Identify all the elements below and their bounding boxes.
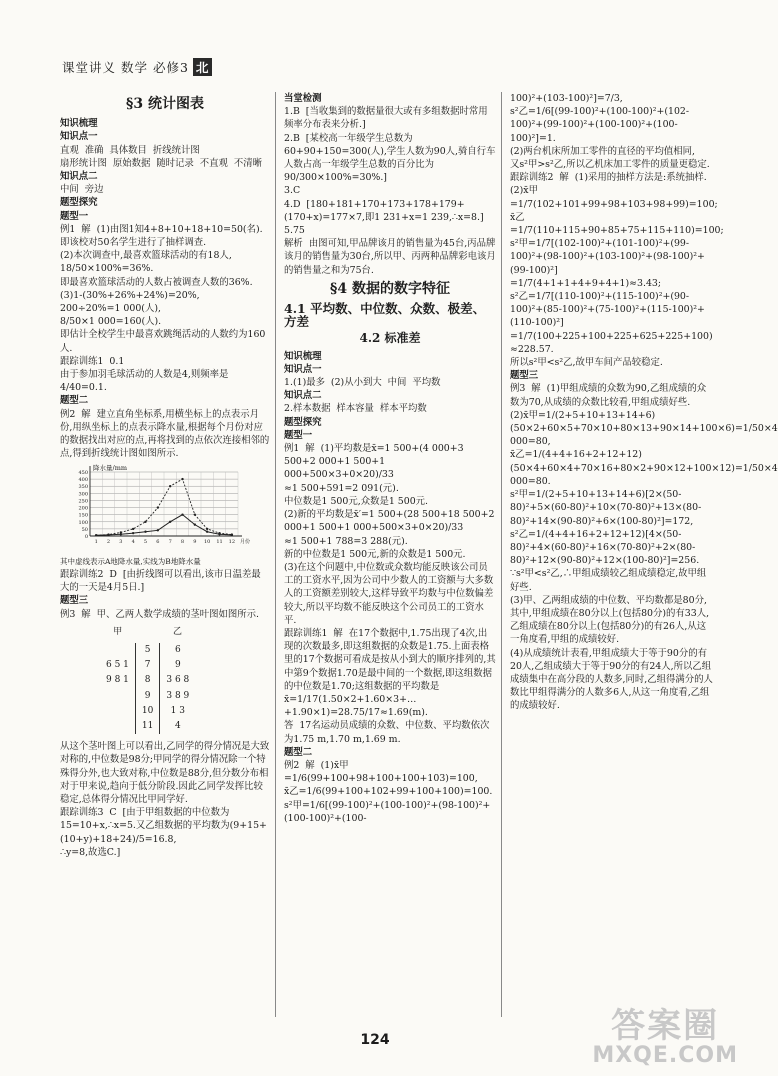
stem-cell: 5 bbox=[135, 643, 159, 658]
text-block: 当堂检测 bbox=[284, 93, 322, 104]
watermark-line2: MXQE.COM bbox=[592, 1043, 738, 1068]
x-tick-label: 10 bbox=[203, 539, 211, 546]
page-header bbox=[62, 58, 212, 76]
stem-cell: 7 bbox=[135, 658, 159, 673]
text-block: 跟踪训练1 解 在17个数据中,1.75出现了4次,出现的次数最多,即这组数据的众数是1.75.上面表格里的17个数据可看成是按从小到大的顺序排列的,其中第9个数据1.70是最中间的一个数据,即这组数据的中位数是1.70;这组数据的平均数是x̄=1/17(1.50×2+1.60×3+…+1.90×1)=28.75/17≈1.69(m). 答 17名运动员成绩的众数、中位数、平均数依次为1.75 m,1.70 m,1.69 m. bbox=[284, 627, 496, 745]
y-tick-label: 50 bbox=[81, 527, 88, 534]
section-title-4: §4 数据的数字特征 bbox=[330, 280, 450, 297]
y-tick-label: 150 bbox=[78, 513, 88, 520]
x-tick-label: 1 bbox=[94, 539, 98, 546]
y-tick-label: 250 bbox=[78, 498, 88, 505]
col1-top-blocks bbox=[60, 117, 270, 460]
text-block: 1.B [当收集到的数据量很大或有多组数据时常用频率分布表来分析.] bbox=[284, 106, 488, 131]
x-tick-label: 6 bbox=[156, 539, 160, 546]
text-block: 跟踪训练2 D [由折线图可以看出,该市日温差最大的一天是4月5日.] bbox=[60, 568, 261, 594]
x-tick-label: 12 bbox=[228, 539, 236, 546]
stem-leaf-table bbox=[100, 625, 195, 734]
page-number: 124 bbox=[360, 1032, 390, 1048]
text-block: 跟踪训练2 解 (1)采用的抽样方法是:系统抽样. (2)x̄甲=1/7(102+101+99+98+103+98+99)=100; x̄乙=1/7(110+115+90+85+75+115+110)=100; s²甲=1/7[(102-100)²+(101-100)²+(99-100)²+(98-100)²+(103-100)²+(98-100)²+(99-100)²] =1/7(4+1+1+4+9+4+1)≈3.43; s²乙=1/7[(110-100)²+(115-100)²+(90-100)²+(85-100)²+(75-100)²+(115-100)²+(110-100)²] =1/7(100+225+100+225+625+225+100) ≈228.57. 所以s²甲<s²乙,故甲车间产品较稳定. bbox=[510, 172, 724, 369]
column-divider-1 bbox=[275, 92, 276, 1017]
col2-top-blocks bbox=[284, 92, 496, 277]
col1-mid-blocks bbox=[60, 568, 270, 621]
subsection-title-2: 4.2 标准差 bbox=[359, 331, 421, 346]
x-tick-label: 7 bbox=[168, 539, 172, 546]
stem-row bbox=[100, 658, 195, 673]
stem-row bbox=[100, 673, 195, 688]
series-b-point bbox=[181, 514, 183, 516]
text-block: 知识点一 bbox=[284, 363, 322, 375]
text-block: 1.(1)最多 (2)从小到大 中间 平均数 bbox=[284, 377, 441, 389]
stem-cell: 10 bbox=[135, 704, 159, 719]
x-axis-suffix: 月份 bbox=[240, 539, 251, 546]
y-tick-label: 200 bbox=[78, 506, 88, 513]
y-tick-label: 100 bbox=[78, 520, 88, 527]
stem-head-cell bbox=[135, 625, 159, 643]
watermark-line1: 答案圈 bbox=[611, 1006, 720, 1046]
stem-row bbox=[100, 643, 195, 658]
text-block: 例1 解 (1)平均数是x̄=1 500+(4 000+3 500+2 000+1 500+1 000+500×3+0×20)/33 ≈1 500+591=2 091(元). 中位数是1 500元,众数是1 500元. (2)新的平均数是x̄′=1 500+(28 500+18 500+2 000+1 500+1 000+500×3+0×20)/33 ≈1 500+1 788=3 288(元). 新的中位数是1 500元,新的众数是1 500元. (3)在这个问题中,中位数或众数均能反映该公司员工的工资水平,因为公司中少数人的工资额与大多数人的工资额差别较大,这样导致平均数与中位数偏差较大,所以平均数不能反映这个公司员工的工资水平. bbox=[284, 443, 495, 626]
stem-cell bbox=[100, 719, 135, 734]
stem-cell: 9 8 1 bbox=[106, 675, 129, 686]
text-block: 题型三 bbox=[510, 370, 539, 382]
text-block: 题型二 bbox=[60, 395, 89, 407]
text-block: 2.样本数据 样本容量 样本平均数 bbox=[284, 403, 427, 415]
text-block: 5.75 解析 由图可知,甲品牌该月的销售量为45台,丙品牌该月的销售量为30台,所以甲、丙两种品牌彩电该月的销售量之和为75台. bbox=[284, 225, 496, 276]
stem-row bbox=[100, 719, 195, 734]
column-divider-2 bbox=[501, 92, 502, 1017]
stem-cell: 9 bbox=[135, 689, 159, 704]
text-block: 知识点二 bbox=[284, 390, 322, 402]
text-block: 题型一 bbox=[284, 429, 313, 441]
series-a-point bbox=[132, 528, 134, 530]
series-b-point bbox=[169, 521, 171, 523]
series-a-point bbox=[169, 486, 171, 488]
series-a-point bbox=[194, 514, 196, 516]
series-a-point bbox=[157, 507, 159, 509]
x-tick-label: 2 bbox=[106, 539, 111, 546]
stem-row bbox=[100, 689, 195, 704]
stem-cell: 6 5 1 bbox=[106, 660, 129, 671]
header-text: 课堂讲义 数学 必修3 bbox=[62, 60, 189, 75]
series-a-point bbox=[181, 478, 183, 480]
x-tick-label: 3 bbox=[119, 539, 123, 546]
text-block: 例2 解 (1)x̄甲=1/6(99+100+98+100+100+103)=100, x̄乙=1/6(99+100+102+99+100+100)=100. s²甲=1/6[(99-100)²+(100-100)²+(98-100)²+(100-100)²+(100- bbox=[284, 759, 493, 824]
watermark bbox=[592, 1006, 738, 1068]
series-b-point bbox=[157, 530, 159, 532]
text-block: 跟踪训练3 C [由于甲组数据的中位数为15=10+x,∴x=5.又乙组数据的平均数为(9+15+(10+y)+18+24)/5=16.8, ∴y=8,故选C.] bbox=[60, 807, 267, 858]
stem-cell bbox=[100, 704, 135, 719]
text-block: 跟踪训练1 0.1 由于参加羽毛球活动的人数是4,则频率是4/40=0.1. bbox=[60, 355, 229, 394]
section-title: §3 统计图表 bbox=[126, 96, 204, 112]
text-block: 直观 准确 具体数目 折线统计图 扇形统计图 原始数据 随时记录 不直观 不清晰 bbox=[60, 144, 262, 169]
text-block: 中间 旁边 bbox=[60, 184, 104, 196]
series-b-point bbox=[132, 532, 134, 534]
rainfall-line-chart bbox=[68, 462, 263, 548]
stem-cell: 4 bbox=[174, 720, 181, 731]
column-1 bbox=[60, 92, 270, 859]
text-block: 2.B [某校高一年级学生总数为60+90+150=300(人),学生人数为90人,骑自行车人数占高一年级学生总数的百分比为90/300×100%=30%.] bbox=[284, 132, 496, 184]
series-b-point bbox=[144, 531, 146, 533]
text-block: 100)²+(103-100)²]=7/3, s²乙=1/6[(99-100)²+(100-100)²+(102-100)²+(99-100)²+(100-100)²+(100-100)²]=1. (2)两台机床所加工零件的直径的平均值相同, 又s²甲>s²乙,所以乙机床加工零件的质量更稳定. bbox=[510, 93, 710, 171]
stem-cell: 9 bbox=[174, 660, 181, 671]
text-block: 例2 解 建立直角坐标系,用横坐标上的点表示月份,用纵坐标上的点表示降水量,根据每个月份对应的数据找出对应的点,再将找到的点依次连接相邻的点,得到折线统计图如图所示. bbox=[60, 408, 270, 460]
col2-bottom-blocks bbox=[284, 350, 496, 825]
x-tick-label: 5 bbox=[143, 539, 148, 546]
y-tick-label: 400 bbox=[78, 477, 88, 484]
text-block: 知识点一 bbox=[60, 131, 98, 143]
text-block: 4.D [180+181+170+173+178+179+(170+x)=177×7,即1 231+x=1 239,∴x=8.] bbox=[284, 198, 484, 223]
col3-blocks bbox=[510, 92, 778, 713]
y-tick-label: 0 bbox=[84, 534, 88, 541]
y-tick-label: 450 bbox=[78, 470, 88, 477]
text-block: 例1 解 (1)由图1知4+8+10+18+10=50(名). 即该校对50名学生进行了抽样调查. (2)本次调查中,最喜欢篮球活动的有18人, 18/50×100%=36%. 即最喜欢篮球活动的人数占被调查人数的36%. (3)1-(30%+26%+24%)=20%, 200÷20%=1 000(人), 8/50×1 000=160(人). 即估计全校学生中最喜欢跳绳活动的人数约为160人. bbox=[60, 223, 266, 354]
subsection-title: 4.1 平均数、中位数、众数、极差、方差 bbox=[284, 301, 486, 330]
text-block: 题型三 bbox=[60, 595, 89, 607]
col1-bottom-blocks bbox=[60, 740, 270, 859]
stem-cell: 1 3 bbox=[170, 705, 185, 716]
stem-cell: 11 bbox=[135, 719, 159, 734]
text-block: 题型一 bbox=[60, 210, 89, 222]
chart-title: 降水量/mm bbox=[93, 464, 128, 473]
series-b-point bbox=[206, 531, 208, 533]
text-block: 题型探究 bbox=[60, 197, 98, 209]
column-2 bbox=[284, 92, 496, 825]
series-b-point bbox=[95, 535, 97, 537]
text-block: 例3 解 甲、乙两人数学成绩的茎叶图如图所示. bbox=[60, 608, 259, 620]
x-tick-label: 11 bbox=[216, 539, 223, 546]
y-tick-label: 350 bbox=[78, 484, 88, 491]
series-b-point bbox=[231, 534, 233, 536]
stem-cell bbox=[100, 689, 135, 704]
text-block: 从这个茎叶图上可以看出,乙同学的得分情况是大致对称的,中位数是98分;甲同学的得分情况除一个特殊得分外,也大致对称,中位数是88分,但分数分布相对于甲来说,趋向于低分阶段.因此乙同学发挥比较稳定,总体得分情况比甲同学好. bbox=[60, 741, 270, 805]
stem-head-cell: 乙 bbox=[173, 626, 183, 637]
text-block: 知识梳理 bbox=[60, 118, 98, 130]
x-tick-label: 4 bbox=[131, 539, 135, 546]
series-a-point bbox=[144, 521, 146, 523]
stem-cell bbox=[100, 643, 135, 658]
series-b-point bbox=[218, 534, 220, 536]
x-tick-label: 8 bbox=[180, 539, 185, 546]
series-a-point bbox=[206, 528, 208, 530]
column-3 bbox=[510, 92, 778, 713]
stem-cell: 8 bbox=[135, 673, 159, 688]
text-block: 3.C bbox=[284, 185, 301, 197]
header-mark: 北 bbox=[193, 58, 213, 76]
series-b-point bbox=[107, 534, 109, 536]
chart-caption: 其中虚线表示A地降水量,实线为B地降水量 bbox=[60, 556, 201, 566]
series-b-point bbox=[120, 534, 122, 536]
stem-head-cell: 甲 bbox=[113, 626, 123, 637]
y-tick-label: 300 bbox=[78, 491, 88, 498]
text-block: 题型二 bbox=[284, 746, 313, 758]
stem-cell: 6 bbox=[174, 644, 181, 655]
text-block: 题型探究 bbox=[284, 416, 322, 428]
x-tick-label: 9 bbox=[193, 539, 197, 546]
text-block: 知识梳理 bbox=[284, 350, 322, 362]
series-b-point bbox=[194, 524, 196, 526]
stem-cell: 3 8 9 bbox=[166, 690, 190, 701]
text-block: 例3 解 (1)甲组成绩的众数为90,乙组成绩的众数为70,从成绩的众数比较看,甲组成绩好些. (2)x̄甲=1/(2+5+10+13+14+6)(50×2+60×5+70×10+80×13+90×14+100×6)=1/50×4 000=80, x̄乙=1/(4+4+16+2+12+12)(50×4+60×4+70×16+80×2+90×12+100×12)=1/50×4 000=80. s²甲=1/(2+5+10+13+14+6)[2×(50-80)²+5×(60-80)²+10×(70-80)²+13×(80-80)²+14×(90-80)²+6×(100-80)²]=172, s²乙=1/(4+4+16+2+12+12)[4×(50-80)²+4×(60-80)²+16×(70-80)²+2×(80-80)²+12×(90-80)²+12×(100-80)²]=256. ∵s²甲<s²乙,∴甲组成绩较乙组成绩稳定,故甲组好些. (3)甲、乙两组成绩的中位数、平均数都是80分,其中,甲组成绩在80分以上(包括80分)的有33人,乙组成绩在80分以上(包括80分)的有26人,从这一角度看,甲组的成绩较好. (4)从成绩统计表看,甲组成绩大于等于90分的有20人,乙组成绩大于等于90分的有24人,所以乙组成绩集中在高分段的人数多,同时,乙组得满分的人数比甲组得满分的人数多6人,从这一角度看,乙组的成绩较好. bbox=[510, 383, 778, 712]
stem-cell: 3 6 8 bbox=[166, 675, 190, 686]
text-block: 知识点二 bbox=[60, 171, 98, 183]
stem-row bbox=[100, 704, 195, 719]
